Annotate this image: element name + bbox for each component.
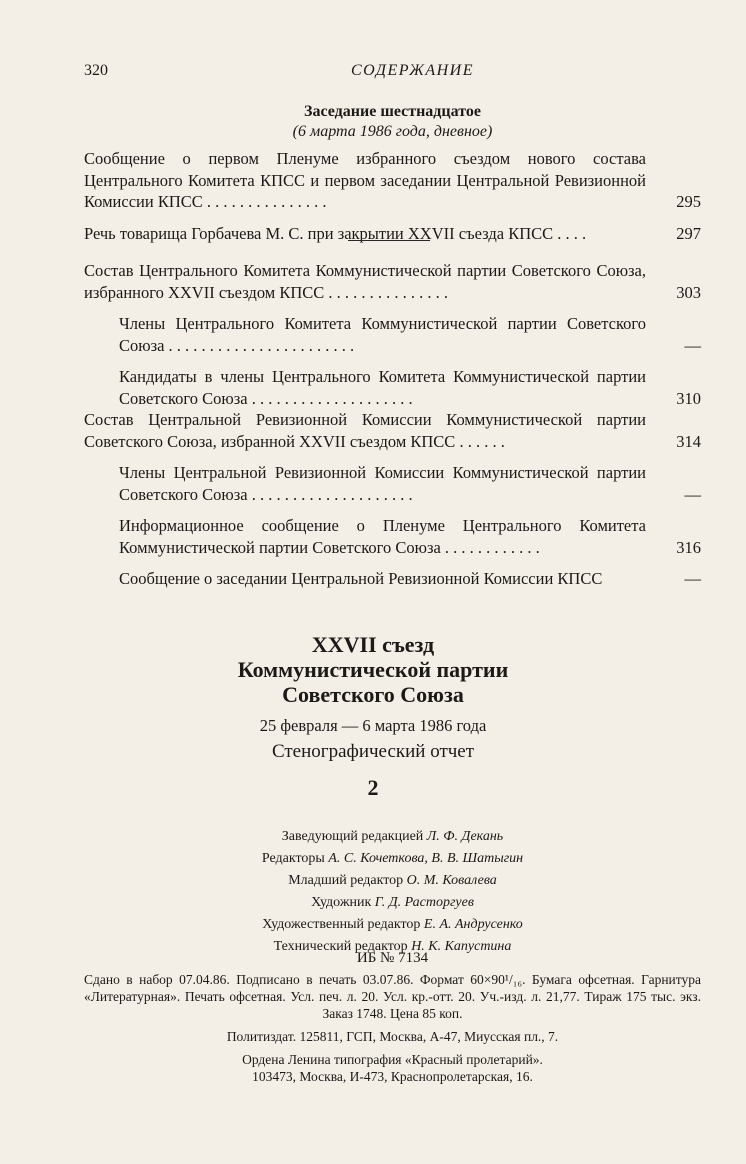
credit-line (84, 892, 701, 914)
toc-entry-page: — (684, 484, 701, 504)
congress-title-line: Советского Союза (282, 682, 464, 707)
credit-role: Художник (311, 895, 372, 910)
toc-entry (119, 313, 701, 356)
toc-entry (119, 515, 701, 558)
toc-entry-text: Речь товарища Горбачева М. С. при закрытии XXVII съезда КПСС . . . . (84, 223, 587, 243)
toc-entry-text: Члены Центральной Ревизионной Комиссии Коммунистической партии Советского Союза . . . . . . . . . . . . . . . . . . . . (119, 463, 646, 504)
toc-entry-page: 316 (676, 537, 701, 557)
session-title: Заседание шестнадцатое (304, 103, 481, 120)
session-heading (84, 102, 701, 142)
toc-entry-text: Состав Центральной Ревизионной Комиссии Коммунистической партии Советского Союза, избранной XXVII съездом КПСС . . . . . . (84, 410, 646, 451)
toc-entry-page: — (684, 569, 701, 588)
toc-entry-page: — (684, 335, 701, 355)
congress-title-line: XXVII съезд (311, 632, 435, 657)
running-title: СОДЕРЖАНИЕ (350, 62, 475, 79)
report-type: Стенографический отчет (271, 741, 475, 762)
toc-entry-text: Информационное сообщение о Пленуме Центрального Комитета Коммунистической партии Советского Союза . . . . . . . . . . . . (119, 516, 646, 557)
credit-role: Редакторы (261, 851, 325, 866)
toc-section-session (84, 148, 701, 244)
toc-entry (84, 260, 701, 303)
toc-section-composition (84, 260, 701, 590)
print-info: Сдано в набор 07.04.86. Подписано в печать 03.07.86. Формат 60×90¹/₁₆. Бумага офсетная. Гарнитура «Литературная». Печать офсетная. Усл. печ. л. 20. Усл. кр.-отт. 20. Уч.-изд. л. 21,77. Тираж 175 тыс. экз. Заказ 1748. Цена 85 коп. (84, 972, 701, 1021)
credit-name: А. С. Кочеткова, В. В. Шатыгин (328, 851, 524, 866)
credit-line (84, 826, 701, 848)
toc-entry-page: 314 (676, 431, 701, 451)
page-number: 320 (84, 62, 108, 79)
page-header (84, 62, 701, 86)
toc-entry-page: 295 (676, 192, 701, 211)
session-date: (6 марта 1986 года, дневное) (292, 123, 493, 140)
toc-entry (84, 409, 701, 452)
toc-entry-page: 297 (676, 223, 701, 243)
credit-line (84, 914, 701, 936)
credit-name: О. М. Ковалева (406, 873, 497, 888)
congress-title-line: Коммунистической партии (237, 657, 509, 682)
publisher-address: Политиздат. 125811, ГСП, Москва, А-47, Миусская пл., 7. (226, 1029, 559, 1044)
ib-number: ИБ № 7134 (356, 950, 429, 966)
congress-title (0, 632, 746, 707)
toc-entry-text: Сообщение о первом Пленуме избранного съездом нового состава Центрального Комитета КПСС и первом заседании Центральной Ревизионной Комиссии КПСС . . . . . . . . . . . . . . . (84, 149, 646, 211)
editorial-credits (84, 826, 701, 958)
imprint (84, 950, 701, 1085)
credit-role: Художественный редактор (262, 917, 421, 932)
section-divider (348, 240, 430, 241)
credit-name: Г. Д. Расторгуев (374, 895, 474, 910)
credit-role: Младший редактор (288, 873, 404, 888)
printer-address: 103473, Москва, И-473, Краснопролетарская, 16. (252, 1069, 533, 1084)
toc-entry-page: 310 (676, 388, 701, 408)
credit-role: Заведующий редакцией (281, 829, 424, 844)
toc-entry (119, 462, 701, 505)
toc-entry-text: Состав Центрального Комитета Коммунистической партии Советского Союза, избранного XXVII съездом КПСС . . . . . . . . . . . . . . . (84, 261, 646, 302)
printer-name: Ордена Ленина типография «Красный пролетарий». (242, 1052, 543, 1067)
toc-entry (119, 366, 701, 409)
toc-entry-text: Члены Центрального Комитета Коммунистической партии Советского Союза . . . . . . . . . . . . . . . . . . . . . . . (119, 314, 646, 355)
credit-name: Л. Ф. Декань (426, 829, 504, 844)
credit-name: Н. К. Капустина (411, 939, 512, 954)
toc-entry-text: Кандидаты в члены Центрального Комитета Коммунистической партии Советского Союза . . . . . . . . . . . . . . . . . . . . (119, 367, 646, 408)
toc-entry (119, 568, 701, 590)
volume-number: 2 (367, 775, 379, 800)
credit-role: Технический редактор (273, 939, 408, 954)
credit-line (84, 870, 701, 892)
toc-entry-text: Сообщение о заседании Центральной Ревизионной Комиссии КПСС (119, 569, 603, 588)
congress-dates: 25 февраля — 6 марта 1986 года (259, 716, 487, 735)
credit-line (84, 848, 701, 870)
credit-name: Е. А. Андрусенко (423, 917, 523, 932)
toc-entry-page: 303 (676, 282, 701, 302)
toc-entry (84, 148, 701, 213)
